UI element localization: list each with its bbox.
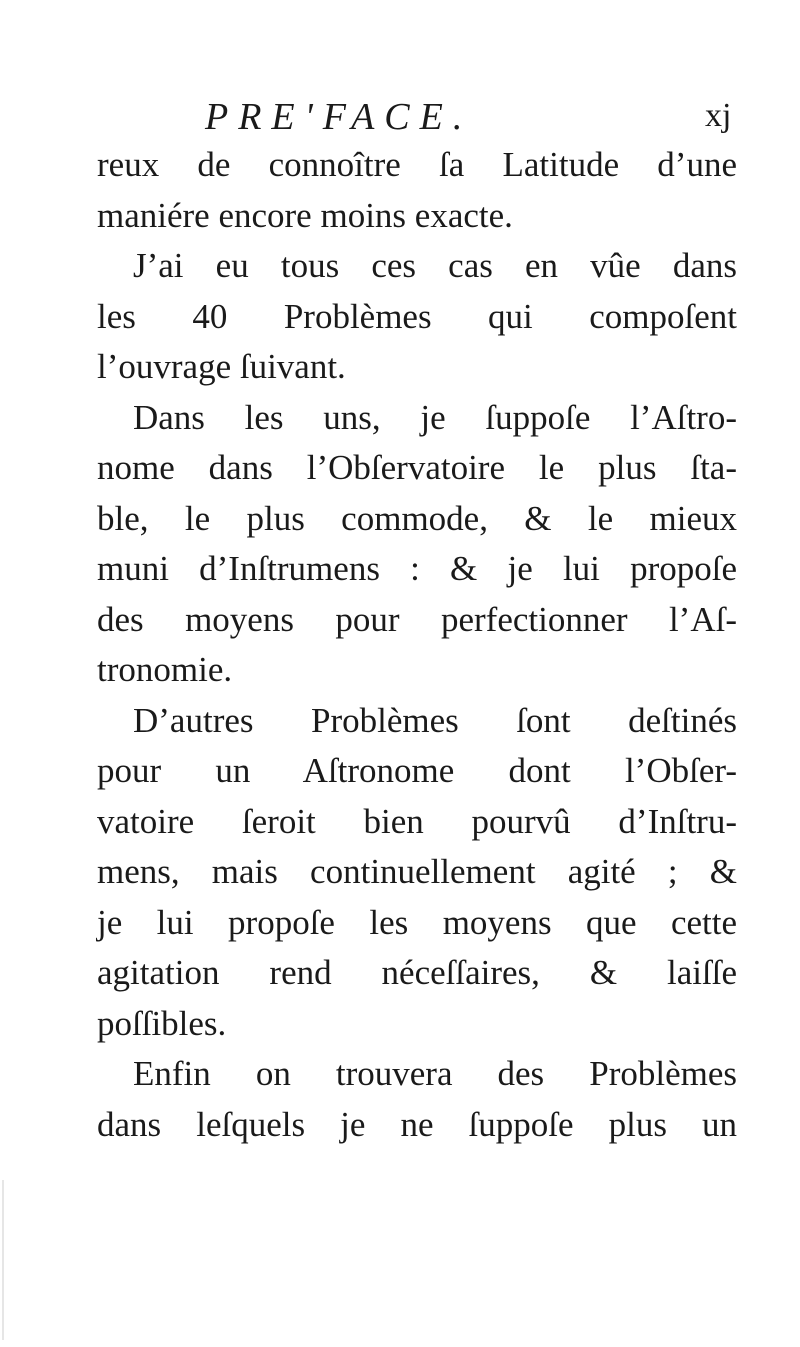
text-line: vatoire ſeroit bien pourvû d’Inſtru- [97, 801, 737, 841]
text-line: des moyens pour perfectionner l’Aſ- [97, 599, 737, 639]
text-line: poſſibles. [97, 1003, 227, 1043]
text-line: muni d’Inſtrumens : & je lui propoſe [97, 549, 737, 588]
text-line: nome dans l’Obſervatoire le plus ſta- [97, 448, 737, 487]
text-line: tronomie. [97, 650, 233, 689]
text-line: D’autres Problèmes ſont deſtinés [133, 700, 737, 740]
page-header [0, 95, 800, 145]
body-text [97, 140, 737, 1150]
text-line: agitation rend néceſſaires, & laiſſe [97, 953, 737, 992]
paper-blemish [2, 1180, 4, 1340]
text-line: ble, le plus commode, & le mieux [97, 498, 737, 538]
text-line: pour un Aſtronome dont l’Obſer- [97, 751, 737, 790]
text-line: je lui propoſe les moyens que cette [97, 902, 737, 942]
text-line: maniére encore moins exacte. [97, 195, 513, 235]
text-line: dans leſquels je ne ſuppoſe plus un [97, 1104, 737, 1144]
text-line: les 40 Problèmes qui compoſent [97, 296, 737, 336]
text-line: l’ouvrage ſuivant. [97, 347, 346, 386]
text-line: J’ai eu tous ces cas en vûe dans [133, 246, 737, 285]
text-line: Enfin on trouvera des Problèmes [133, 1054, 737, 1093]
text-line: Dans les uns, je ſuppoſe l’Aſtro- [133, 397, 737, 437]
text-line: reux de connoître ſa Latitude d’une [97, 145, 737, 184]
page-number: xj [705, 97, 732, 134]
text-line: mens, mais continuellement agité ; & [97, 852, 737, 891]
running-head: PRE'FACE. [205, 96, 473, 138]
